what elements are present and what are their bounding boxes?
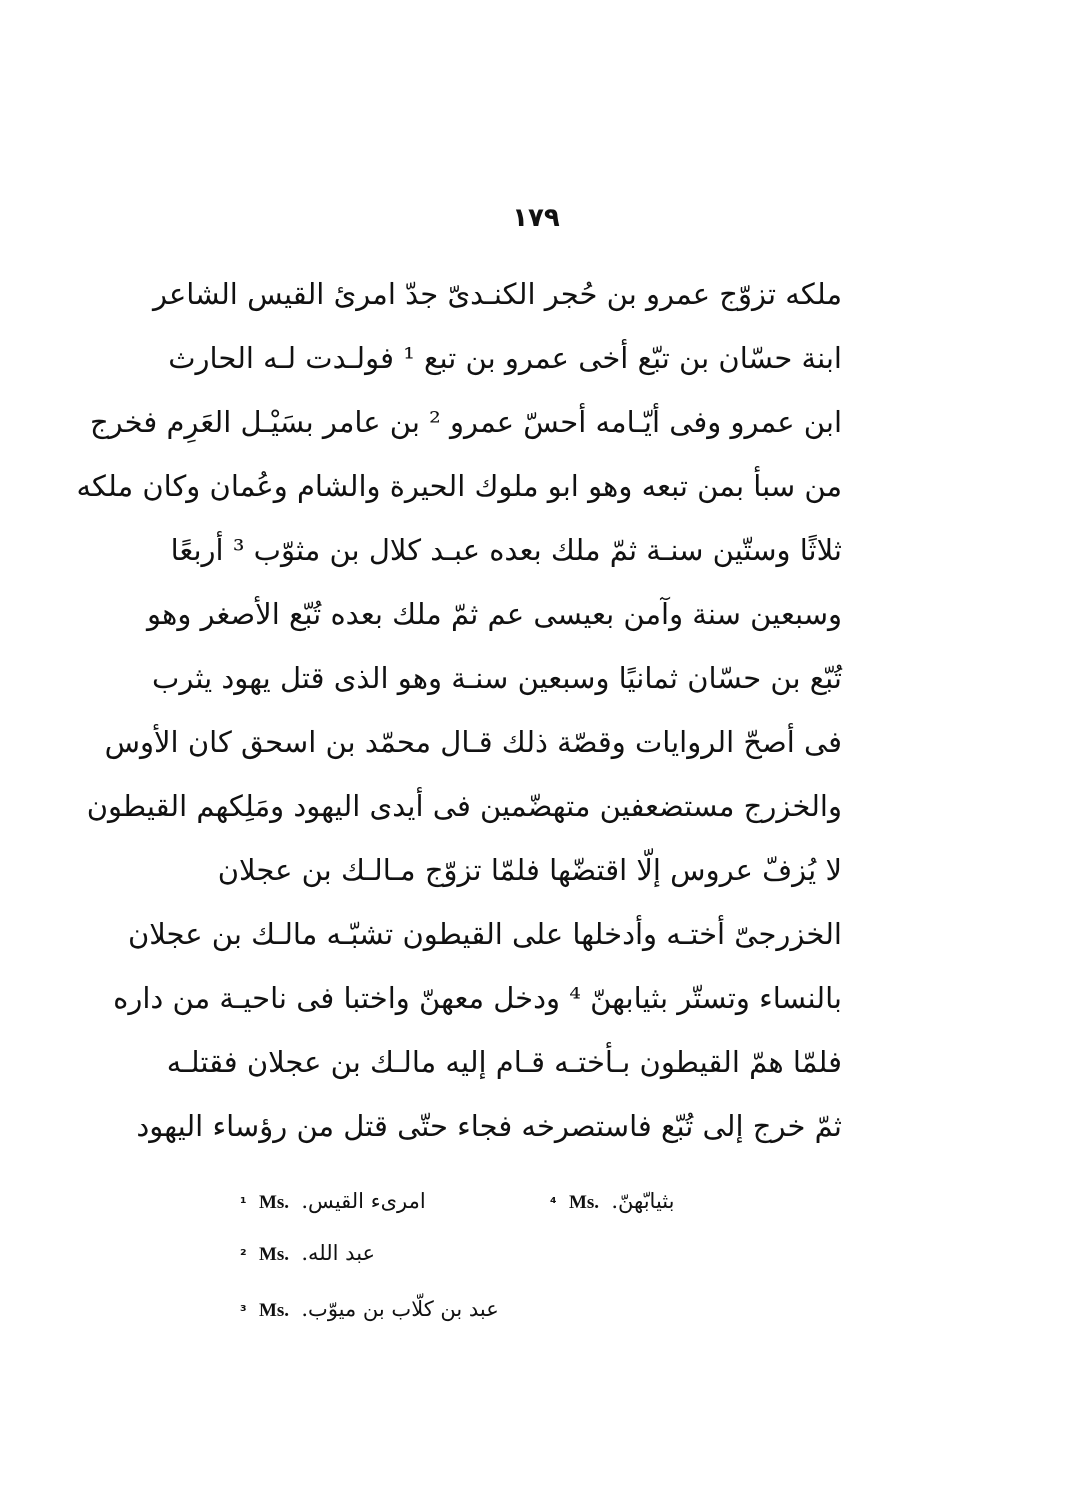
text-line: من سبأ بمن تبعه وهو ابو ملوك الحيرة والشام وعُمان وكان ملكه (76, 469, 842, 503)
footnote-ms-label: Ms. (568, 1192, 600, 1213)
text-line: بالنساء وتستّر بثيابهنّ ⁴ ودخل معهنّ واختبا فى ناحيـة من داره (113, 981, 842, 1015)
text-line: الخزرجىّ أختـه وأدخلها على القيطون تشبّـه مالـك بن عجلان (127, 917, 842, 951)
text-line: والخزرج مستضعفين متهضّمين فى أيدى اليهود ومَلِكهم القيطون (86, 789, 842, 823)
footnote-ms-label: Ms. (258, 1244, 290, 1265)
footnote-ms-label: Ms. (258, 1300, 290, 1321)
footnote-ms-label: Ms. (258, 1192, 290, 1213)
footnote-number: ⁴ (550, 1194, 557, 1212)
footnote-text: بثيابّهنّ. (611, 1189, 675, 1213)
footnote (240, 1227, 375, 1279)
footnote-number: ¹ (240, 1194, 247, 1212)
text-line: تُبّع بن حسّان ثمانيًا وسبعين سنـة وهو الذى قتل يهود يثرب (152, 661, 842, 695)
text-line: ملكه تزوّج عمرو بن حُجر الكنـدىّ جدّ امرئ القيس الشاعر (152, 277, 842, 311)
body-text (76, 262, 842, 1158)
text-line: فى أصحّ الروايات وقصّة ذلك قـال محمّد بن اسحق كان الأوس (104, 725, 842, 759)
text-line: فلمّا همّ القيطون بـأختـه قـام إليه مالـك بن عجلان فقتلـه (166, 1045, 842, 1079)
footnote-number: ³ (240, 1302, 247, 1320)
footnote (240, 1175, 426, 1227)
footnote-number: ² (240, 1246, 247, 1264)
text-line: ثمّ خرج إلى تُبّع فاستصرخه فجاء حتّى قتل من رؤساء اليهود (136, 1109, 842, 1143)
page-number: ١٧٩ (512, 203, 560, 233)
text-line: وسبعين سنة وآمن بعيسى عم ثمّ ملك بعده تُبّع الأصغر وهو (147, 597, 842, 631)
footnote (550, 1175, 674, 1227)
text-line: ابن عمرو وفى أيّـامه أحسّ عمرو ² بن عامر بسَيْـل العَرِم فخرج (89, 405, 842, 439)
footnote (240, 1283, 499, 1335)
footnote-text: عبد الله. (301, 1241, 376, 1265)
text-line: ابنة حسّان بن تبّع أخى عمرو بن تبع ¹ فولـدت لـه الحارث (168, 341, 842, 375)
footnote-text: عبد بن كلّاب بن ميوّب. (301, 1297, 499, 1321)
text-line: لا يُزفّ عروس إلّا اقتضّها فلمّا تزوّج مـالـك بن عجلان (217, 853, 842, 887)
footnote-text: امرىء القيس. (301, 1189, 426, 1213)
text-line: ثلاثًا وستّين سنـة ثمّ ملك بعده عبـد كلال بن مثوّب ³ أربعًا (170, 533, 842, 567)
